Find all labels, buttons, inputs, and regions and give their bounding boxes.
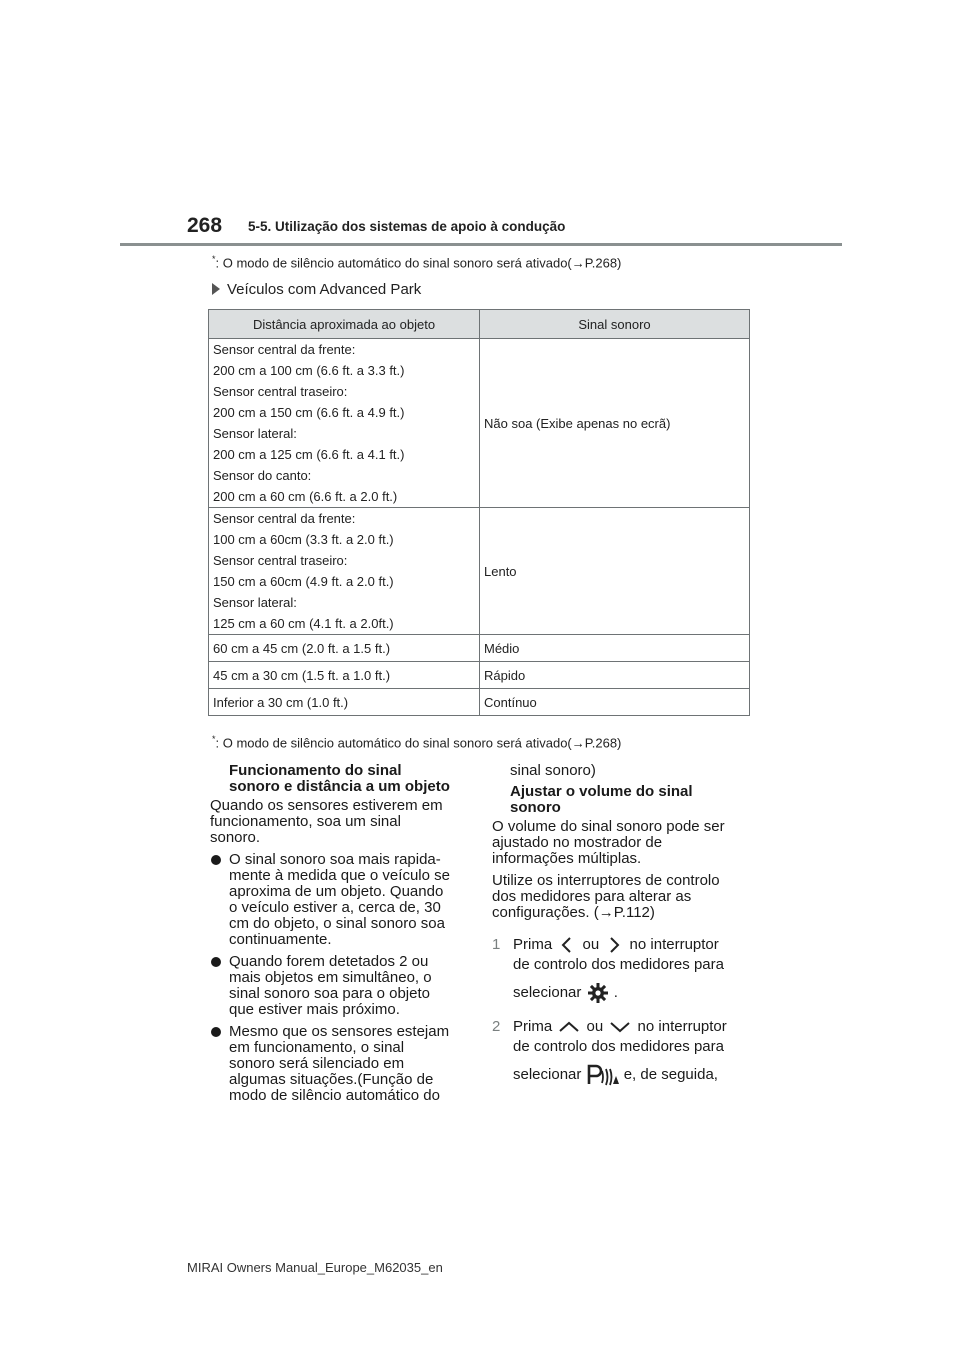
text-line: ajustado no mostrador de xyxy=(492,834,663,851)
section-heading xyxy=(210,763,472,795)
header-divider xyxy=(120,243,842,246)
signal-cell: Contínuo xyxy=(480,689,750,716)
footer-text: MIRAI Owners Manual_Europe_M62035_en xyxy=(187,1260,443,1275)
signal-cell: Médio xyxy=(480,635,750,662)
text-line: mais objetos em simultâneo, o xyxy=(229,969,432,986)
triangle-bullet-icon xyxy=(212,283,220,295)
text-line: Quando forem detetados 2 ou xyxy=(229,953,429,970)
text-line: configurações. (→P.112) xyxy=(492,904,655,921)
cell-line: 100 cm a 60cm (3.3 ft. a 2.0 ft.) xyxy=(213,532,394,547)
chevron-left-icon xyxy=(556,935,578,955)
heading-line: sonoro e distância a um objeto xyxy=(229,778,450,795)
text: . xyxy=(613,984,618,1001)
distance-cell xyxy=(209,508,480,635)
step-number: 2 xyxy=(492,1018,501,1036)
bullet-item xyxy=(210,954,472,1018)
text-line: aproxima de um objeto. Quando xyxy=(229,883,444,900)
cell-line: Sensor lateral: xyxy=(213,595,297,610)
footnote-top xyxy=(212,254,621,270)
cell-line: Sensor lateral: xyxy=(213,426,297,441)
text: Prima xyxy=(513,1018,553,1036)
text-line: O volume do sinal sonoro pode ser xyxy=(492,818,725,835)
text-line: Quando os sensores estiverem em xyxy=(210,797,443,814)
text-line: continuamente. xyxy=(229,931,332,948)
signal-cell: Lento xyxy=(480,508,750,635)
heading-line: sonoro xyxy=(510,799,561,816)
heading-line: Funcionamento do sinal xyxy=(229,762,402,779)
chevron-up-icon xyxy=(556,1018,582,1036)
column-header-distance: Distância aproximada ao objeto xyxy=(209,310,480,339)
table-header-row xyxy=(209,310,750,339)
chevron-down-icon xyxy=(607,1018,633,1036)
cell-line: 200 cm a 60 cm (6.6 ft. a 2.0 ft.) xyxy=(213,489,398,504)
bullet-dot-icon xyxy=(211,855,221,865)
text-line: Utilize os interruptores de controlo xyxy=(492,872,720,889)
text-line: sonoro será silenciado em xyxy=(229,1055,405,1072)
step-1 xyxy=(492,935,754,1005)
distance-cell xyxy=(209,339,480,508)
right-column xyxy=(492,763,754,1087)
text-line: funcionamento, soa um sinal xyxy=(210,813,401,830)
bullet-item xyxy=(210,1024,472,1104)
text-line: o veículo estiver a, cerca de, 30 xyxy=(229,899,441,916)
text-line: cm do objeto, o sinal sonoro soa xyxy=(229,915,445,932)
cell-line: Sensor central da frente: xyxy=(213,342,356,357)
step-number: 1 xyxy=(492,936,501,953)
bullet-dot-icon xyxy=(211,1027,221,1037)
bullet-dot-icon xyxy=(211,957,221,967)
subheading-text: Veículos com Advanced Park xyxy=(227,281,422,298)
chevron-right-icon xyxy=(603,935,625,955)
footnote-text: : O modo de silêncio automático do sinal sonoro será ativado(→P.268) xyxy=(215,735,622,751)
text-line: modo de silêncio automático do xyxy=(229,1087,440,1104)
text-line: algumas situações.(Função de xyxy=(229,1071,434,1088)
bullet-item xyxy=(210,852,472,948)
text-line: sinal sonoro soa para o objeto xyxy=(229,985,430,1002)
footnote-mark: * xyxy=(212,734,216,744)
section-title: 5-5. Utilização dos sistemas de apoio à condução xyxy=(248,219,566,234)
cell-line: Sensor central traseiro: xyxy=(213,384,348,399)
cell-line: Sensor central traseiro: xyxy=(213,553,348,568)
step-2 xyxy=(492,1017,754,1087)
cell-line: 200 cm a 125 cm (6.6 ft. a 4.1 ft.) xyxy=(213,447,405,462)
section-heading xyxy=(492,784,754,816)
text-line: O sinal sonoro soa mais rapida- xyxy=(229,851,441,868)
table-row xyxy=(209,508,750,635)
left-column xyxy=(210,763,472,1110)
text: selecionar xyxy=(513,1066,582,1083)
distance-cell: Inferior a 30 cm (1.0 ft.) xyxy=(209,689,480,716)
continuation-text: sinal sonoro) xyxy=(510,762,596,779)
footnote-bottom xyxy=(212,734,621,750)
footnote-text: : O modo de silêncio automático do sinal sonoro será ativado(→P.268) xyxy=(215,255,622,271)
text: Prima xyxy=(513,936,553,953)
text: no interruptor xyxy=(637,1018,727,1036)
distance-cell: 45 cm a 30 cm (1.5 ft. a 1.0 ft.) xyxy=(209,662,480,689)
parking-sensor-icon xyxy=(586,1063,620,1087)
signal-cell: Rápido xyxy=(480,662,750,689)
text-line: que estiver mais próximo. xyxy=(229,1001,400,1018)
cell-line: 125 cm a 60 cm (4.1 ft. a 2.0ft.) xyxy=(213,616,394,631)
paragraph xyxy=(492,873,754,921)
text: selecionar xyxy=(513,984,582,1001)
text-line: de controlo dos medidores para xyxy=(513,956,724,974)
cell-line: Sensor central da frente: xyxy=(213,511,356,526)
distance-table xyxy=(208,309,750,716)
text: ou xyxy=(586,1018,604,1036)
paragraph xyxy=(492,819,754,867)
signal-cell: Não soa (Exibe apenas no ecrã) xyxy=(480,339,750,508)
cell-line: Sensor do canto: xyxy=(213,468,312,483)
text-line: de controlo dos medidores para xyxy=(513,1038,724,1056)
text-line: Mesmo que os sensores estejam xyxy=(229,1023,450,1040)
gear-icon xyxy=(586,981,610,1005)
table-row xyxy=(209,635,750,662)
text-line: sonoro. xyxy=(210,829,261,846)
heading-line: Ajustar o volume do sinal xyxy=(510,783,693,800)
text-line: mente à medida que o veículo se xyxy=(229,867,450,884)
footnote-mark: * xyxy=(212,254,216,264)
cell-line: 200 cm a 150 cm (6.6 ft. a 4.9 ft.) xyxy=(213,405,405,420)
intro-paragraph xyxy=(210,798,472,846)
text: ou xyxy=(582,936,600,953)
column-header-signal: Sinal sonoro xyxy=(480,310,750,339)
cell-line: 150 cm a 60cm (4.9 ft. a 2.0 ft.) xyxy=(213,574,394,589)
distance-cell: 60 cm a 45 cm (2.0 ft. a 1.5 ft.) xyxy=(209,635,480,662)
text-line: informações múltiplas. xyxy=(492,850,642,867)
page-number: 268 xyxy=(187,214,223,237)
table-row xyxy=(209,662,750,689)
table-row xyxy=(209,689,750,716)
text-line: dos medidores para alterar as xyxy=(492,888,692,905)
text-line: em funcionamento, o sinal xyxy=(229,1039,405,1056)
text: e, de seguida, xyxy=(623,1066,718,1083)
table-row xyxy=(209,339,750,508)
text: no interruptor xyxy=(629,936,719,953)
subheading xyxy=(212,281,421,298)
cell-line: 200 cm a 100 cm (6.6 ft. a 3.3 ft.) xyxy=(213,363,405,378)
